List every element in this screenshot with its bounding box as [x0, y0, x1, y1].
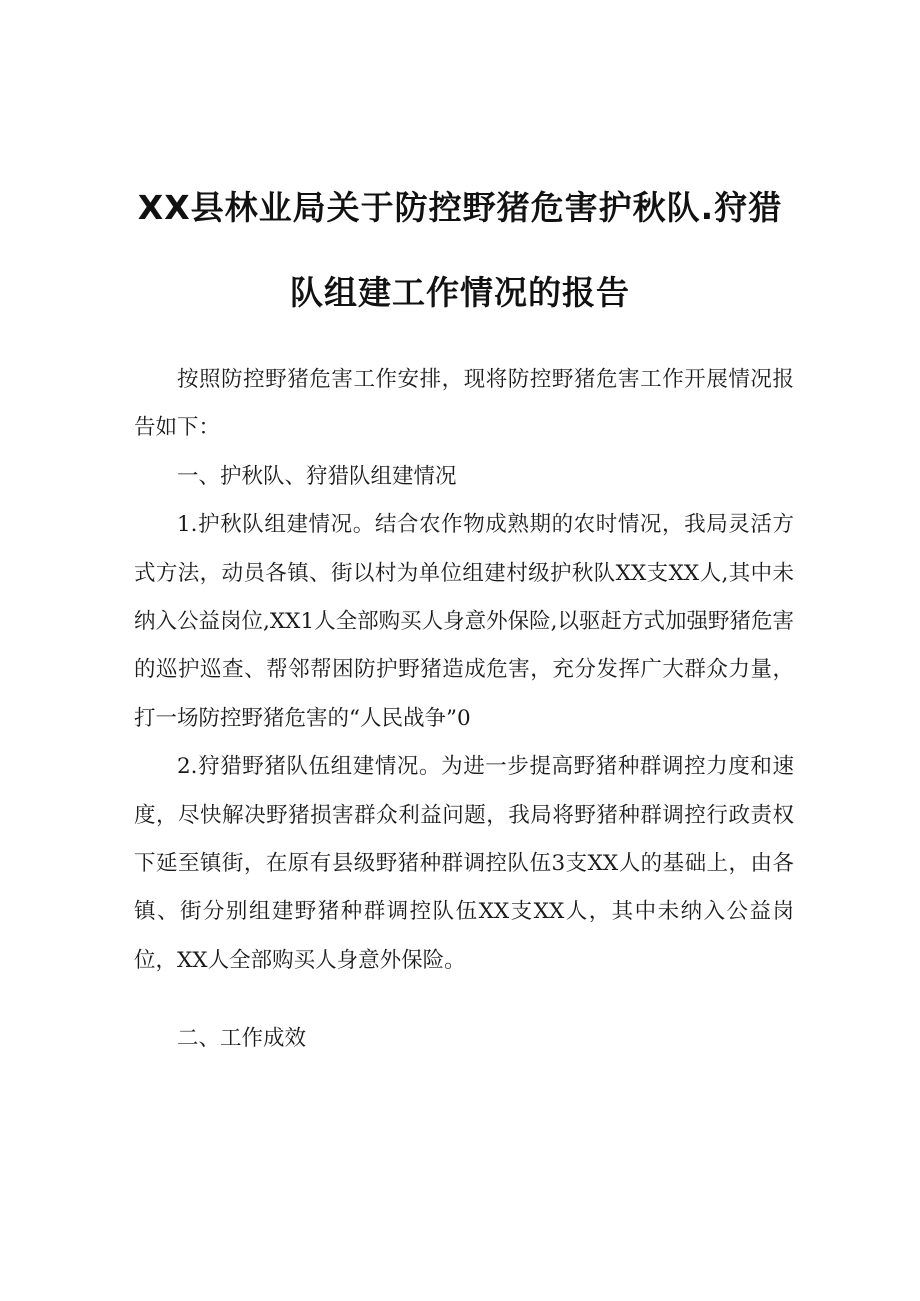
section-heading-1: 一、护秋队、狩猎队组建情况 — [177, 463, 457, 489]
document-body — [134, 356, 794, 1064]
paragraph-2: 2.狩猎野猪队伍组建情况。为进一步提高野猪种群调控力度和速度，尽快解决野猪损害群众利益问题，我局将野猪种群调控行政责权下延至镇街，在原有县级野猪种群调控队伍3支XX人的基础上，由各镇、街分别组建野猪种群调控队伍XX支XX人，其中未纳入公益岗位，XX人全部购买人身意外保险。 — [134, 754, 794, 973]
spacer — [134, 985, 794, 1015]
intro-paragraph: 按照防控野猪危害工作安排，现将防控野猪危害工作开展情况报告如下： — [134, 367, 794, 441]
document-title-line-1: XX县林业局关于防控野猪危害护秋队.狩猎 — [137, 188, 783, 227]
document-title-line-2: 队组建工作情况的报告 — [290, 273, 630, 312]
section-heading-2: 二、工作成效 — [177, 1026, 307, 1052]
paragraph-1: 1.护秋队组建情况。结合农作物成熟期的农时情况，我局灵活方式方法，动员各镇、街以村为单位组建村级护秋队XX支XX人,其中未纳入公益岗位,XX1人全部购买人身意外保险,以驱赶方式加强野猪危害的巡护巡查、帮邻帮困防护野猪造成危害，充分发挥广大群众力量，打一场防控野猪危害的“人民战争”0 — [134, 512, 794, 731]
